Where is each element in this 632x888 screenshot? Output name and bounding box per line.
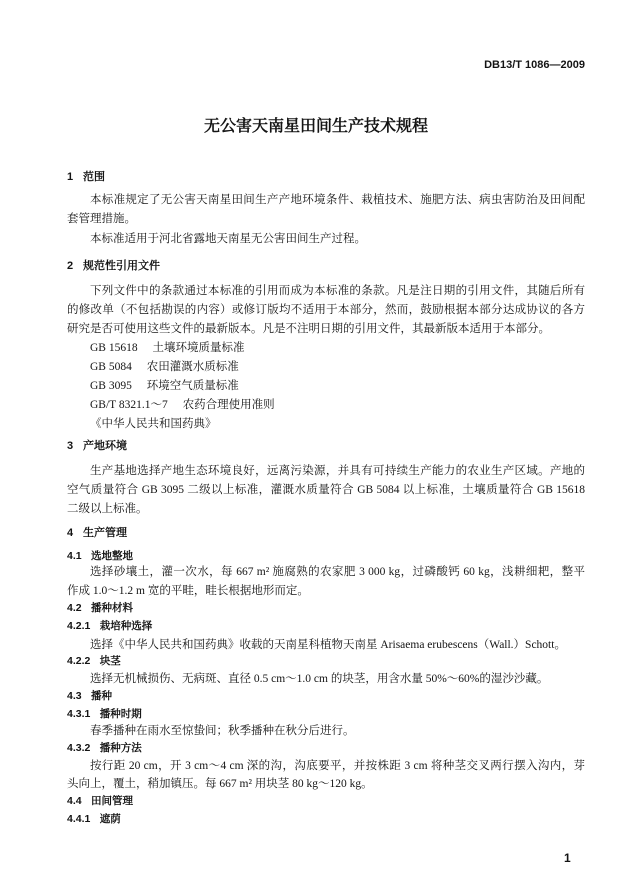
reference-name: 土壤环境质量标准 bbox=[152, 342, 245, 354]
subsection-number: 4.3.2 bbox=[67, 742, 91, 754]
subsection-title: 田间管理 bbox=[91, 795, 134, 807]
site-prep-line-2: 作成 1.0～1.2 m 宽的平畦，畦长根据地形而定。 bbox=[67, 585, 309, 597]
reference-code: GB 15618 bbox=[90, 342, 138, 354]
section-title: 生产管理 bbox=[83, 527, 128, 539]
section-number: 3 bbox=[67, 440, 74, 452]
subsection-number: 4.4 bbox=[67, 795, 82, 807]
references-line-2: 的修改单（不包括勘误的内容）或修订版均不适用于本部分，然而，鼓励根据本部分达成协议的各方 bbox=[67, 304, 585, 316]
subsection-title: 选地整地 bbox=[91, 550, 134, 562]
section-4-heading bbox=[67, 524, 585, 542]
subsection-title: 遮荫 bbox=[99, 813, 121, 825]
section-2-heading bbox=[67, 257, 585, 275]
sowing-method-line-2: 头向上，覆土，稍加镇压。每 667 m² 用块茎 80 kg～120 kg。 bbox=[67, 778, 373, 790]
reference-item bbox=[67, 377, 585, 395]
subsection-4-3-1-heading bbox=[67, 705, 585, 723]
sowing-timing-line-1: 春季播种在雨水至惊蛰间；秋季播种在秋分后进行。 bbox=[90, 725, 355, 737]
scope-line-1: 本标准规定了无公害天南星田间生产产地环境条件、栽植技术、施肥方法、病虫害防治及田间配 bbox=[90, 194, 585, 206]
section-1-heading bbox=[67, 168, 585, 186]
subsection-number: 4.4.1 bbox=[67, 813, 91, 825]
reference-code: GB 5084 bbox=[90, 361, 132, 373]
reference-pharmacopoeia: 《中华人民共和国药典》 bbox=[90, 418, 217, 430]
standard-code: DB13/T 1086—2009 bbox=[484, 59, 585, 71]
subsection-title: 播种方法 bbox=[99, 742, 142, 754]
section-title: 产地环境 bbox=[83, 440, 128, 452]
environment-line-3: 二级以上标准。 bbox=[67, 503, 148, 515]
references-line-1: 下列文件中的条款通过本标准的引用而成为本标准的条款。凡是注日期的引用文件，其随后所有 bbox=[90, 285, 585, 297]
page-number: 1 bbox=[564, 851, 571, 865]
references-line-3: 研究是否可使用这些文件的最新版本。凡是不注明日期的引用文件，其最新版本适用于本部分。 bbox=[67, 323, 550, 335]
scope-line-3: 本标准适用于河北省露地天南星无公害田间生产过程。 bbox=[90, 233, 366, 245]
subsection-4-2-heading bbox=[67, 599, 585, 617]
cultivar-line-1: 选择《中华人民共和国药典》收载的天南星科植物天南星 Arisaema erubescens（Wall.）Schott。 bbox=[90, 639, 566, 651]
subsection-number: 4.2 bbox=[67, 602, 82, 614]
subsection-number: 4.1 bbox=[67, 550, 82, 562]
subsection-4-2-2-heading bbox=[67, 652, 585, 670]
tuber-line-1: 选择无机械损伤、无病斑、直径 0.5 cm～1.0 cm 的块茎，用含水量 50%～60%的湿沙沙藏。 bbox=[90, 673, 549, 685]
subsection-4-2-1-heading bbox=[67, 617, 585, 635]
reference-name: 农田灌溉水质标准 bbox=[146, 361, 239, 373]
subsection-4-3-heading bbox=[67, 687, 585, 705]
reference-item bbox=[67, 396, 585, 414]
subsection-number: 4.3.1 bbox=[67, 708, 91, 720]
section-title: 规范性引用文件 bbox=[83, 260, 161, 272]
subsection-number: 4.2.1 bbox=[67, 620, 91, 632]
environment-line-1: 生产基地选择产地生态环境良好，远离污染源，并具有可持续生产能力的农业生产区域。产地的 bbox=[90, 465, 585, 477]
subsection-title: 播种 bbox=[91, 690, 113, 702]
reference-code: GB 3095 bbox=[90, 380, 132, 392]
environment-line-2: 空气质量符合 GB 3095 二级以上标准，灌溉水质量符合 GB 5084 以上标准，土壤质量符合 GB 15618 bbox=[67, 484, 585, 496]
subsection-4-4-1-heading bbox=[67, 810, 585, 828]
subsection-title: 栽培种选择 bbox=[99, 620, 153, 632]
reference-item bbox=[67, 358, 585, 376]
subsection-title: 播种材料 bbox=[91, 602, 134, 614]
section-title: 范围 bbox=[83, 171, 106, 183]
subsection-title: 块茎 bbox=[99, 655, 121, 667]
section-number: 1 bbox=[67, 171, 74, 183]
scope-line-2: 套管理措施。 bbox=[67, 213, 136, 225]
subsection-number: 4.2.2 bbox=[67, 655, 91, 667]
section-number: 4 bbox=[67, 527, 74, 539]
subsection-4-3-2-heading bbox=[67, 739, 585, 757]
sowing-method-line-1: 按行距 20 cm，开 3 cm～4 cm 深的沟，沟底要平，并按株距 3 cm 将种茎交叉两行摆入沟内，芽 bbox=[90, 760, 585, 772]
site-prep-line-1: 选择砂壤土，灌一次水，每 667 m² 施腐熟的农家肥 3 000 kg，过磷酸钙 60 kg，浅耕细耙，整平 bbox=[90, 566, 585, 578]
subsection-4-4-heading bbox=[67, 792, 585, 810]
document-title: 无公害天南星田间生产技术规程 bbox=[203, 118, 428, 135]
reference-code: GB/T 8321.1～7 bbox=[90, 399, 168, 411]
subsection-title: 播种时期 bbox=[99, 708, 142, 720]
reference-name: 环境空气质量标准 bbox=[146, 380, 239, 392]
reference-item bbox=[67, 339, 585, 357]
reference-name: 农药合理使用准则 bbox=[182, 399, 275, 411]
section-3-heading bbox=[67, 437, 585, 455]
subsection-number: 4.3 bbox=[67, 690, 82, 702]
section-number: 2 bbox=[67, 260, 74, 272]
